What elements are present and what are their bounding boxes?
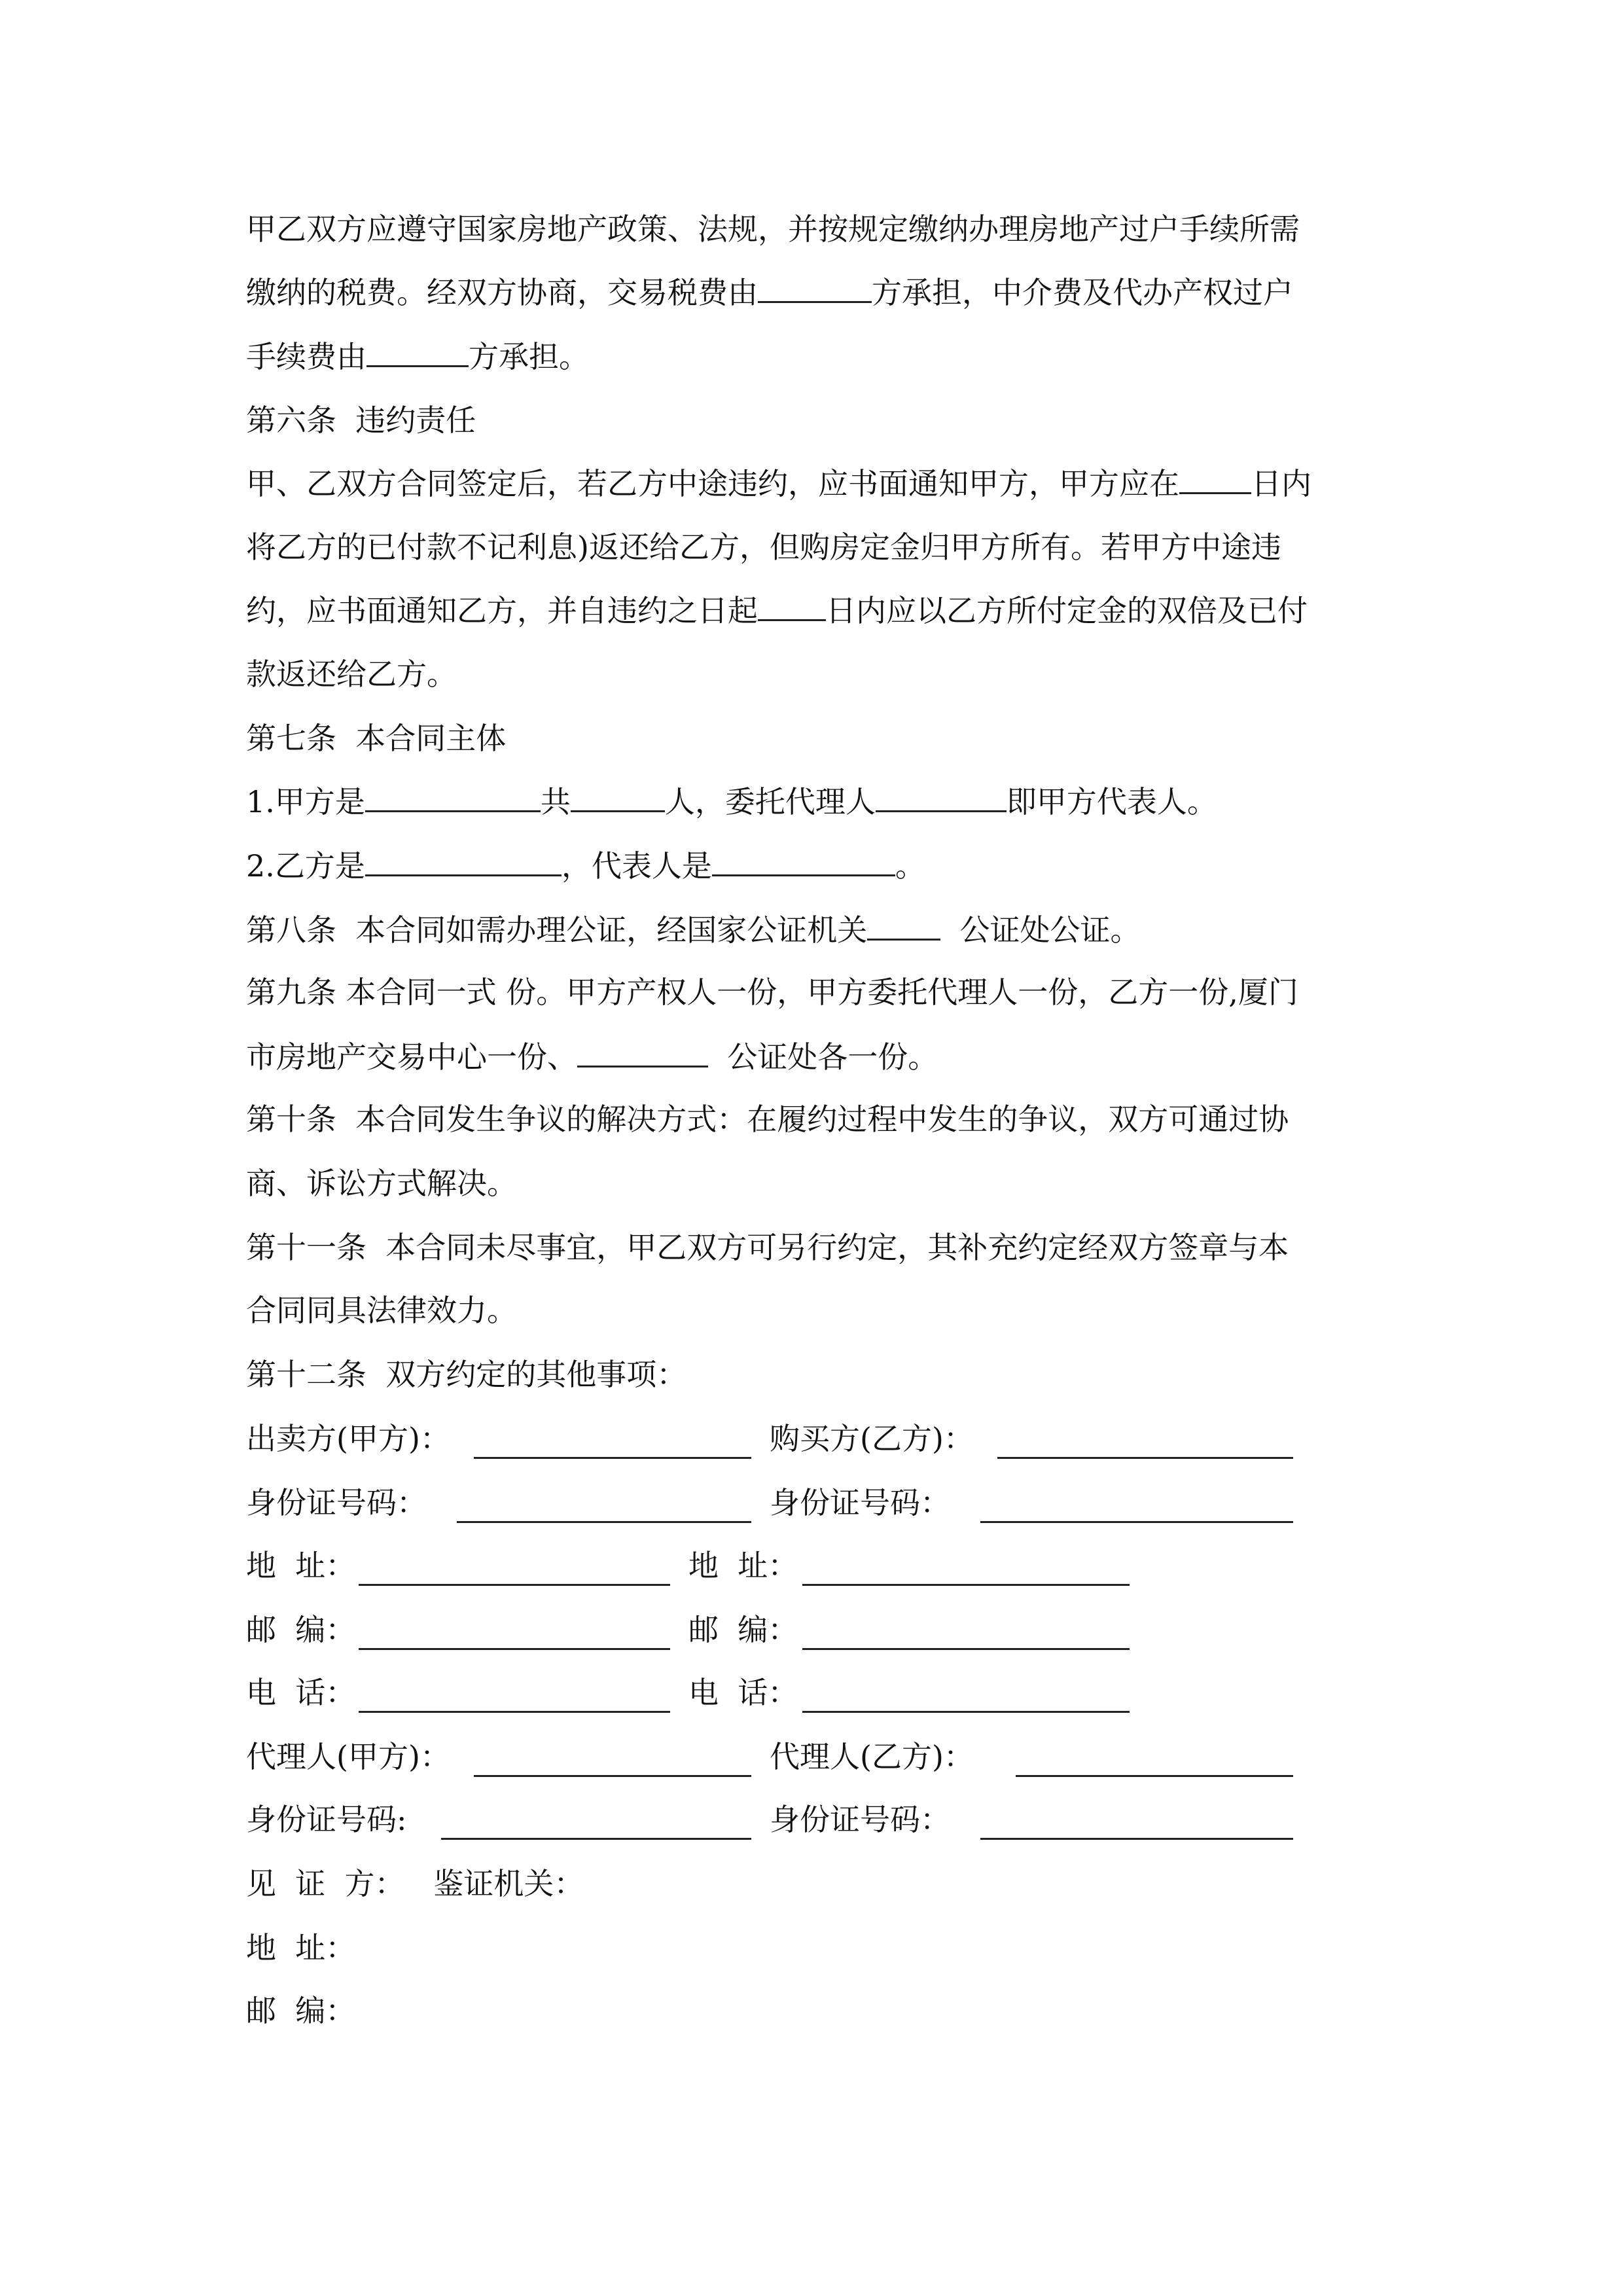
text: 邮 编： — [246, 1993, 356, 2028]
blank-fee-party[interactable] — [366, 336, 469, 367]
article11-line1 — [246, 1228, 1289, 1267]
article6-title — [246, 401, 476, 440]
id-b-label: 身份证号码： — [770, 1485, 950, 1520]
zip-b-line[interactable] — [802, 1648, 1130, 1650]
article5-line3 — [246, 336, 589, 376]
id-b-line[interactable] — [980, 1521, 1293, 1523]
article5-line1 — [246, 209, 1300, 249]
text: 商、诉讼方式解决。 — [246, 1166, 517, 1201]
agent-a-label: 代理人(甲方)： — [246, 1739, 450, 1774]
tel-b-label: 电 话： — [688, 1675, 798, 1710]
witness-line — [246, 1864, 584, 1903]
text: ，代表人是 — [561, 848, 712, 884]
text: 公证处各一份。 — [727, 1039, 938, 1075]
agent-b-line[interactable] — [1016, 1775, 1293, 1777]
article10-line1 — [246, 1100, 1289, 1139]
text: 方承担，中介费及代办产权过户 — [872, 275, 1293, 310]
article7-item1 — [246, 781, 1217, 821]
article6-line4 — [246, 655, 457, 694]
agent-id-a-line[interactable] — [441, 1838, 751, 1840]
sig-row-address — [246, 1546, 1374, 1585]
text: 缴纳的税费。经双方协商，交易税费由 — [246, 275, 758, 310]
text: 。 — [895, 848, 925, 884]
article11-line2 — [246, 1291, 517, 1330]
text: 甲乙双方应遵守国家房地产政策、法规，并按规定缴纳办理房地产过户手续所需 — [246, 211, 1300, 247]
agent-id-a-label: 身份证号码: — [246, 1802, 407, 1837]
text: 公证处公证。 — [959, 912, 1141, 948]
zip-b-label: 邮 编： — [688, 1612, 798, 1647]
addr-a-label: 地 址： — [246, 1548, 356, 1583]
article9-line2 — [246, 1037, 938, 1076]
text: 款返还给乙方。 — [246, 656, 457, 692]
text: 第六条 违约责任 — [246, 403, 476, 438]
blank-notary-office[interactable] — [867, 910, 940, 941]
tel-a-label: 电 话： — [246, 1675, 356, 1710]
text: 共 — [540, 784, 571, 819]
text: 第七条 本合同主体 — [246, 721, 507, 756]
text: 合同同具法律效力。 — [246, 1293, 517, 1328]
agent-b-label: 代理人(乙方)： — [770, 1739, 974, 1774]
sig-row-zip — [246, 1610, 1374, 1649]
article8-line1 — [246, 910, 1141, 949]
article9-line1 — [246, 973, 1298, 1012]
text: 甲、乙双方合同签定后，若乙方中途违约，应书面通知甲方，甲方应在 — [246, 466, 1179, 501]
text: 手续费由 — [246, 339, 366, 374]
blank-tax-party[interactable] — [758, 272, 872, 303]
sig-row-parties — [246, 1419, 1374, 1458]
addr-a-line[interactable] — [359, 1584, 670, 1586]
text: 第十一条 本合同未尽事宜，甲乙双方可另行约定，其补充约定经双方签章与本 — [246, 1230, 1289, 1265]
text: 即甲方代表人。 — [1006, 784, 1217, 819]
text: 方承担。 — [469, 339, 589, 374]
text: 第十条 本合同发生争议的解决方式：在履约过程中发生的争议，双方可通过协 — [246, 1102, 1289, 1137]
blank-notary-office-2[interactable] — [577, 1037, 708, 1067]
text: 市房地产交易中心一份、 — [246, 1039, 577, 1075]
article12-title — [246, 1355, 687, 1394]
zip-a-label: 邮 编： — [246, 1612, 356, 1647]
text: 第九条 本合同一式 份。甲方产权人一份，甲方委托代理人一份，乙方一份,厦门 — [246, 975, 1298, 1010]
witness-zip — [246, 1991, 355, 2030]
article6-line2 — [246, 528, 1281, 567]
article5-line2 — [246, 272, 1293, 312]
sig-row-agent-id — [246, 1800, 1374, 1839]
article10-line2 — [246, 1164, 517, 1203]
agent-id-b-label: 身份证号码： — [770, 1802, 950, 1837]
article6-line3 — [246, 590, 1308, 630]
id-a-label: 身份证号码： — [246, 1485, 427, 1520]
buyer-signature-line[interactable] — [997, 1457, 1293, 1459]
zip-a-line[interactable] — [359, 1648, 670, 1650]
article7-item2 — [246, 846, 925, 885]
text: 日内应以乙方所付定金的双倍及已付 — [826, 593, 1308, 628]
text: 见 证 方： 鉴证机关： — [246, 1866, 584, 1901]
sig-row-agents — [246, 1737, 1374, 1776]
article6-line1 — [246, 463, 1311, 503]
tel-b-line[interactable] — [802, 1711, 1130, 1713]
text: 约，应书面通知乙方，并自违约之日起 — [246, 593, 758, 628]
text: 第十二条 双方约定的其他事项： — [246, 1357, 687, 1392]
text: 人，委托代理人 — [664, 784, 876, 819]
blank-party-b-name[interactable] — [365, 846, 562, 876]
blank-agent-name[interactable] — [876, 781, 1007, 812]
text: 地 址： — [246, 1930, 356, 1965]
addr-b-line[interactable] — [802, 1584, 1130, 1586]
witness-address — [246, 1928, 355, 1967]
id-a-line[interactable] — [457, 1521, 751, 1523]
addr-b-label: 地 址： — [688, 1548, 798, 1583]
agent-a-line[interactable] — [474, 1775, 751, 1777]
seller-signature-line[interactable] — [474, 1457, 751, 1459]
blank-party-b-rep[interactable] — [712, 846, 895, 876]
article7-title — [246, 719, 506, 758]
blank-party-a-name[interactable] — [365, 781, 541, 812]
text: 第八条 本合同如需办理公证，经国家公证机关 — [246, 912, 868, 948]
sig-row-id — [246, 1483, 1374, 1522]
blank-party-a-count[interactable] — [571, 781, 665, 812]
seller-label: 出卖方(甲方)： — [246, 1421, 450, 1456]
text: 2.乙方是 — [246, 848, 365, 884]
text: 将乙方的已付款不记利息)返还给乙方，但购房定金归甲方所有。若甲方中途违 — [246, 529, 1281, 565]
text: 1.甲方是 — [246, 784, 365, 819]
agent-id-b-line[interactable] — [980, 1838, 1293, 1840]
text: 日内 — [1251, 466, 1311, 501]
sig-row-phone — [246, 1673, 1374, 1712]
tel-a-line[interactable] — [359, 1711, 670, 1713]
blank-refund-days[interactable] — [1179, 463, 1251, 494]
buyer-label: 购买方(乙方)： — [770, 1421, 974, 1456]
blank-penalty-days[interactable] — [758, 590, 826, 621]
